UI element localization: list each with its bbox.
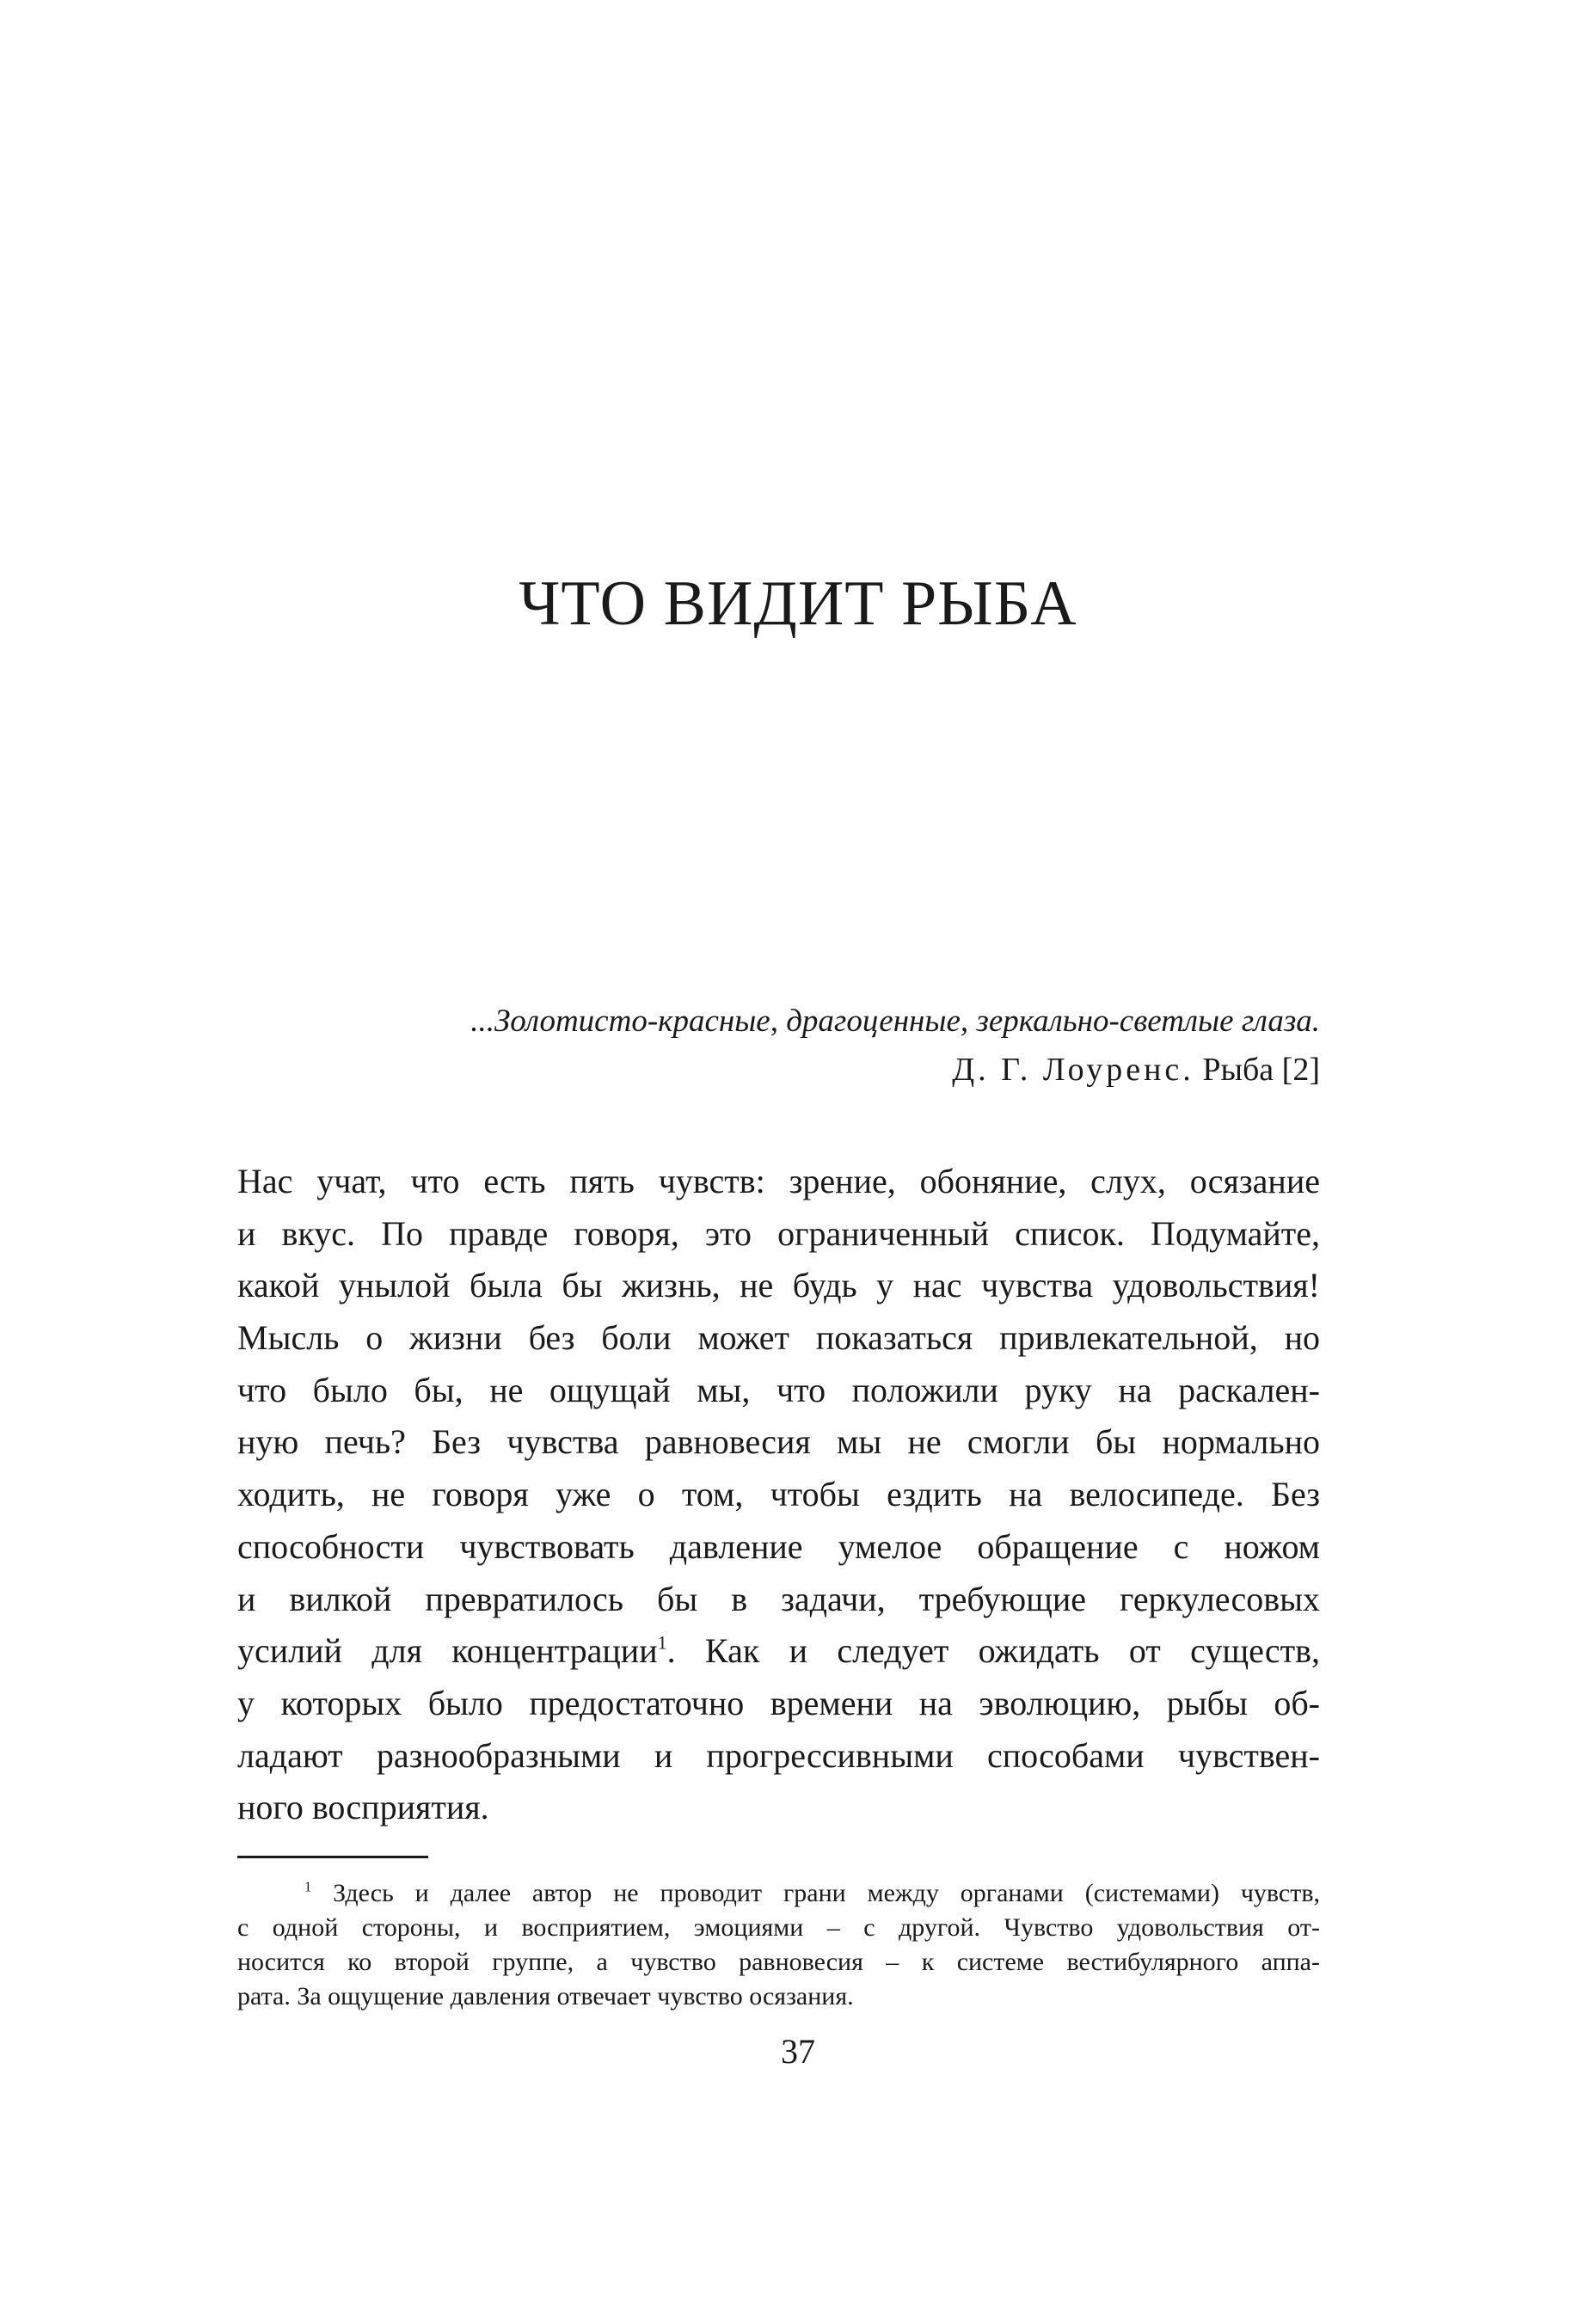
footnote [237, 1876, 1320, 2014]
footnote-marker: 1 [304, 1878, 312, 1895]
body-line: способности чувствовать давление умелое обращение с ножом [237, 1526, 1320, 1566]
footnote-line: носится ко второй группе, а чувство равновесия – к системе вестибулярного аппа- [237, 1948, 1320, 1976]
body-line: Мысль о жизни без боли может показаться привлекательной, но [237, 1318, 1320, 1358]
footnote-line: с одной стороны, и восприятием, эмоциями – с другой. Чувство удовольствия от- [237, 1913, 1320, 1942]
body-line: Нас учат, что есть пять чувств: зрение, обоняние, слух, осязание [237, 1162, 1320, 1200]
epigraph-quote: ...Золотисто-красные, драгоценные, зеркально-светлые глаза. [470, 1004, 1320, 1039]
footnote-reference[interactable]: 1 [657, 1631, 667, 1654]
body-line-part: . Как и следует ожидать от существ, [666, 1631, 1320, 1671]
epigraph-attribution [952, 1051, 1320, 1089]
body-line: и вкус. По правде говоря, это ограниченный список. Подумайте, [237, 1213, 1320, 1253]
footnote-line [237, 1876, 1320, 1911]
body-line: ладают разнообразными и прогрессивными способами чувствен- [237, 1735, 1320, 1775]
body-line: ходить, не говоря уже о том, чтобы ездить на велосипеде. Без [237, 1475, 1320, 1514]
body-line [237, 1625, 1320, 1678]
footnote-line-text: Здесь и далее автор не проводит грани между органами (системами) чувств, [333, 1879, 1320, 1907]
chapter-title: ЧТО ВИДИТ РЫБА [519, 568, 1077, 639]
body-line: что было бы, не ощущай мы, что положили руку на раскален- [237, 1370, 1320, 1409]
body-line: у которых было предостаточно времени на эволюцию, рыбы об- [237, 1683, 1320, 1722]
body-text [237, 1156, 1320, 1834]
body-line: ного восприятия. [237, 1788, 489, 1827]
body-line: и вилкой превратилось бы в задачи, требующие геркулесовых [237, 1579, 1320, 1618]
body-line: ную печь? Без чувства равновесия мы не смогли бы нормально [237, 1422, 1320, 1462]
page-number: 37 [781, 2032, 815, 2071]
body-line-part: усилий для концентрации [237, 1631, 658, 1671]
epigraph-source: Рыба [2] [1202, 1052, 1320, 1088]
epigraph-author: Д. Г. Лоуренс. [952, 1052, 1194, 1088]
body-line: какой унылой была бы жизнь, не будь у нас чувства удовольствия! [237, 1266, 1320, 1305]
footnote-separator [237, 1856, 428, 1858]
footnote-line: рата. За ощущение давления отвечает чувство осязания. [237, 1982, 854, 2010]
